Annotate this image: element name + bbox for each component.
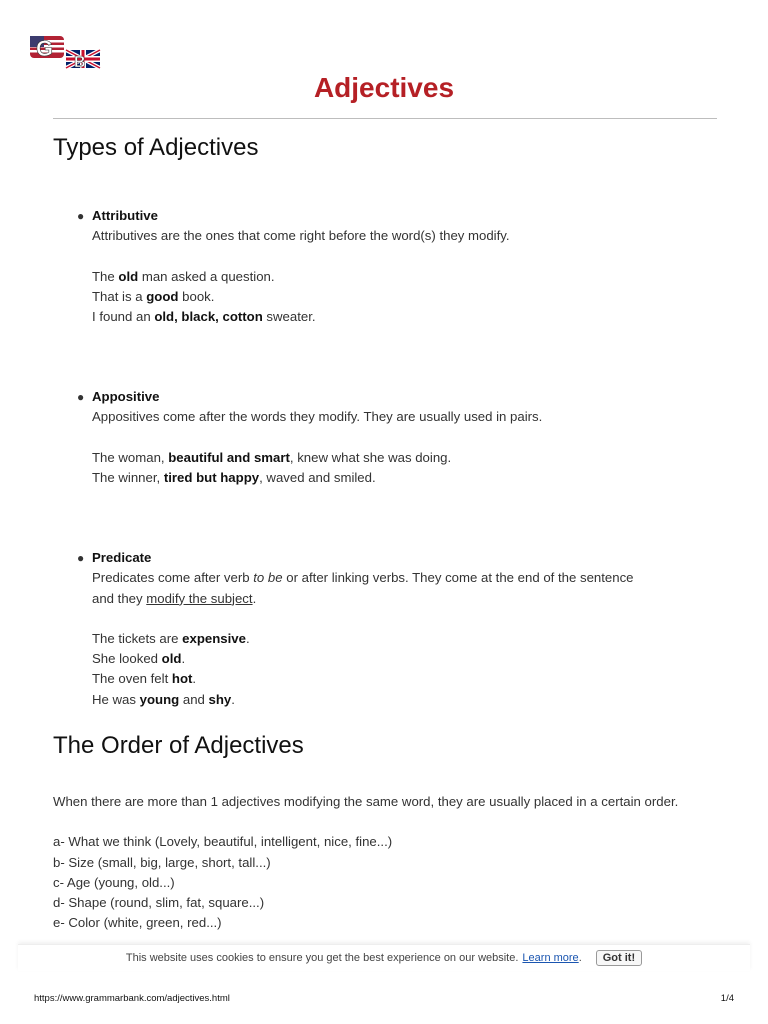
types-list — [53, 206, 713, 770]
italic-text: to be — [253, 570, 283, 586]
types-heading: Types of Adjectives — [53, 134, 259, 161]
example-sentence — [92, 629, 713, 649]
order-item: a- What we think (Lovely, beautiful, intelligent, nice, fine...) — [53, 834, 393, 850]
type-name: Attributive — [92, 208, 158, 223]
text-segment: The tickets are — [92, 631, 183, 646]
type-item-attributive — [53, 206, 713, 327]
order-item: e- Color (white, green, red...) — [53, 915, 222, 931]
bold-adjective: old — [118, 268, 139, 284]
bullet-icon: ● — [77, 551, 85, 566]
order-list — [53, 832, 713, 933]
example-sentence — [92, 307, 713, 327]
bold-adjective: good — [146, 288, 179, 304]
order-intro: When there are more than 1 adjectives modifying the same word, they are usually placed in a certain order. — [53, 794, 679, 809]
bold-adjective: shy — [208, 691, 232, 707]
type-item-appositive — [53, 387, 713, 488]
text-segment: . — [192, 671, 197, 687]
type-description-line — [92, 589, 713, 609]
text-segment: The winner, — [92, 470, 164, 485]
text-segment: , knew what she was doing. — [289, 449, 452, 465]
text-segment: . — [181, 651, 186, 667]
bold-adjective: beautiful and smart — [168, 449, 290, 465]
order-item: b- Size (small, big, large, short, tall...) — [53, 854, 271, 870]
text-segment: and they — [92, 590, 147, 606]
text-segment: , waved and smiled. — [259, 470, 376, 485]
learn-more-link[interactable]: Learn more — [522, 952, 579, 964]
text-segment: The oven felt — [92, 671, 172, 687]
logo-letter-b: B — [74, 54, 86, 70]
text-segment: That is a — [92, 288, 147, 304]
order-item: c- Age (young, old...) — [53, 874, 175, 890]
example-sentence — [92, 649, 713, 669]
bold-adjective: young — [139, 691, 180, 707]
type-description-line — [92, 568, 713, 588]
type-description: Appositives come after the words they modify. They are usually used in pairs. — [92, 409, 543, 425]
logo-letter-g: G — [36, 36, 54, 61]
cookie-banner: This website uses cookies to ensure you get the best experience on our website. Learn more . Got it! — [18, 944, 750, 971]
title-divider — [53, 118, 717, 119]
bold-adjective: expensive — [182, 631, 246, 646]
example-sentence — [92, 287, 713, 307]
text-segment: sweater. — [262, 309, 316, 324]
example-sentence — [92, 448, 713, 468]
text-segment: . — [245, 631, 250, 646]
text-segment: He was — [92, 691, 140, 707]
bold-adjective: hot — [171, 671, 193, 687]
cookie-text: This website uses cookies to ensure you get the best experience on our website. — [125, 952, 519, 964]
text-segment: . — [252, 590, 257, 606]
type-name: Appositive — [92, 389, 160, 405]
type-item-predicate — [53, 548, 713, 710]
text-segment: She looked — [92, 651, 162, 667]
page-title: Adjectives — [313, 72, 455, 103]
type-name: Predicate — [92, 550, 152, 566]
example-sentence — [92, 690, 713, 710]
footer-url: https://www.grammarbank.com/adjectives.html — [34, 993, 230, 1004]
example-sentence — [92, 468, 713, 488]
text-segment: The — [92, 268, 119, 284]
order-item: d- Shape (round, slim, fat, square...) — [53, 895, 265, 910]
bold-adjective: old, black, cotton — [154, 309, 263, 324]
underlined-text: modify the subject — [146, 590, 253, 606]
order-section — [53, 792, 713, 933]
bold-adjective: tired but happy — [163, 470, 260, 485]
order-heading: The Order of Adjectives — [53, 732, 304, 759]
text-segment: The woman, — [92, 449, 169, 465]
page-number: 1/4 — [720, 993, 734, 1004]
text-segment: or after linking verbs. They come at the end of the sentence — [282, 570, 634, 586]
text-segment: book. — [178, 288, 215, 304]
text-segment: Predicates come after verb — [92, 570, 254, 586]
text-segment: I found an — [92, 309, 155, 324]
bullet-icon: ● — [77, 390, 85, 405]
text-segment: . — [231, 691, 235, 707]
got-it-button[interactable]: Got it! — [596, 950, 642, 966]
bold-adjective: old — [161, 651, 182, 667]
bullet-icon: ● — [77, 209, 85, 223]
example-sentence — [92, 267, 713, 287]
example-sentence — [92, 669, 713, 689]
text-segment: man asked a question. — [138, 268, 275, 284]
text-segment: and — [179, 691, 209, 707]
type-description: Attributives are the ones that come right before the word(s) they modify. — [92, 228, 510, 244]
grammarbank-logo-icon[interactable] — [28, 34, 104, 70]
